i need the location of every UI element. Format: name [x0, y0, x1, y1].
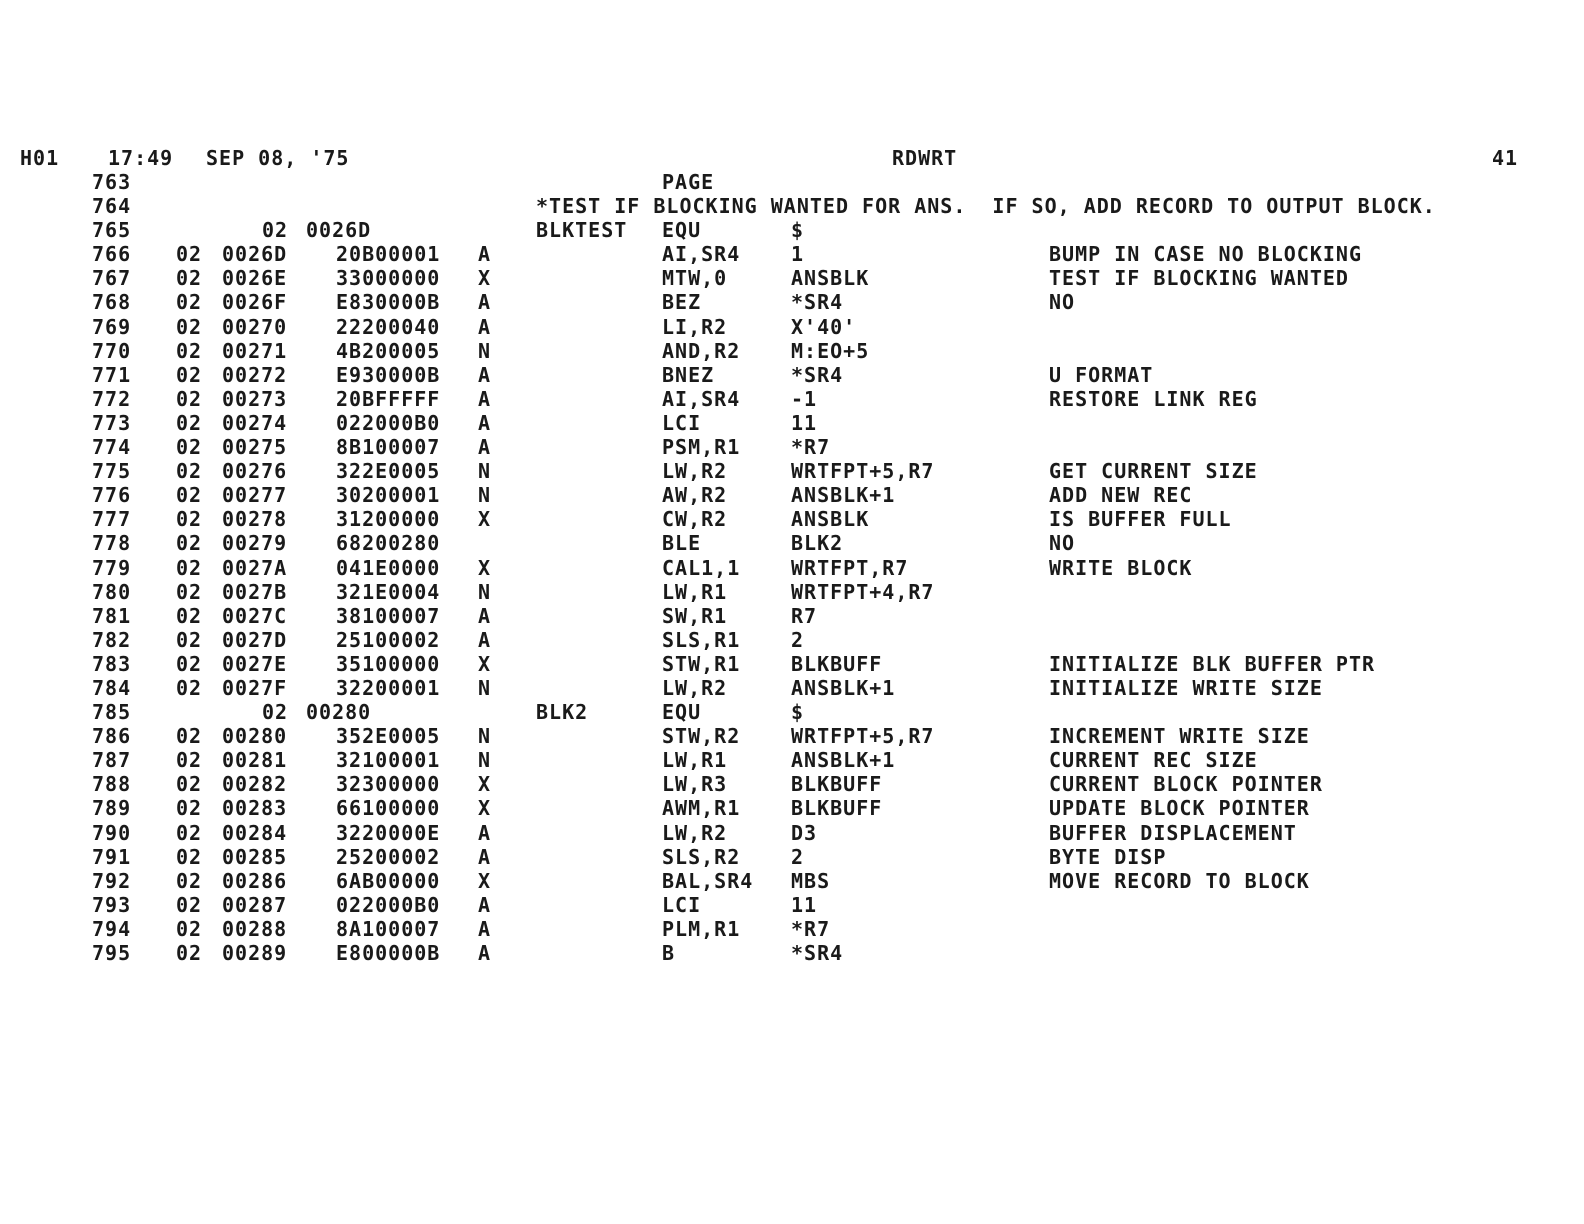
listing-operand: ANSBLK	[791, 507, 870, 532]
listing-relocation-flag: A	[478, 435, 492, 460]
listing-relocation-flag: A	[478, 844, 492, 869]
listing-line	[0, 435, 1584, 459]
listing-line-number: 782	[92, 627, 132, 652]
listing-address: 0026D	[306, 218, 372, 243]
listing-object-code: 32100001	[336, 748, 441, 773]
listing-opcode: PAGE	[662, 170, 715, 194]
listing-address: 00284	[222, 820, 288, 845]
listing-comment: IS BUFFER FULL	[1049, 507, 1232, 532]
listing-section: 02	[176, 290, 203, 315]
listing-operand: 11	[791, 410, 818, 435]
listing-line-number: 794	[92, 916, 132, 941]
listing-line-number: 771	[92, 362, 132, 387]
listing-operand: ANSBLK+1	[791, 748, 896, 773]
listing-line	[0, 339, 1584, 363]
listing-line	[0, 652, 1584, 676]
listing-opcode: LW,R2	[662, 459, 728, 484]
listing-opcode: LW,R1	[662, 748, 728, 773]
listing-opcode: STW,R2	[662, 724, 741, 749]
listing-address: 00276	[222, 459, 288, 484]
listing-opcode: SW,R1	[662, 603, 728, 628]
listing-section: 02	[176, 772, 203, 797]
listing-section: 02	[176, 531, 203, 556]
listing-object-code: E930000B	[336, 362, 441, 387]
listing-section: 02	[262, 700, 289, 725]
listing-comment: CURRENT REC SIZE	[1049, 748, 1258, 773]
listing-line	[0, 628, 1584, 652]
listing-relocation-flag: A	[478, 820, 492, 845]
listing-line-number: 776	[92, 483, 132, 508]
listing-object-code: 25100002	[336, 627, 441, 652]
listing-relocation-flag: N	[478, 675, 492, 700]
listing-object-code: 4B200005	[336, 338, 441, 363]
listing-operand: 2	[791, 844, 805, 869]
listing-line-number: 777	[92, 507, 132, 532]
listing-line	[0, 676, 1584, 700]
listing-line-number: 772	[92, 386, 132, 411]
listing-object-code: 38100007	[336, 603, 441, 628]
listing-opcode: BEZ	[662, 290, 702, 315]
listing-section: 02	[176, 796, 203, 821]
listing-address: 00270	[222, 314, 288, 339]
listing-relocation-flag: X	[478, 266, 492, 291]
listing-comment: GET CURRENT SIZE	[1049, 459, 1258, 484]
listing-object-code: E830000B	[336, 290, 441, 315]
listing-object-code: 68200280	[336, 531, 441, 556]
listing-operand: *SR4	[791, 290, 844, 315]
listing-object-code: 8B100007	[336, 435, 441, 460]
listing-line	[0, 845, 1584, 869]
listing-operand: 11	[791, 892, 818, 917]
listing-section: 02	[176, 410, 203, 435]
listing-section: 02	[262, 218, 289, 243]
listing-line	[0, 724, 1584, 748]
listing-comment: INITIALIZE BLK BUFFER PTR	[1049, 651, 1376, 676]
listing-comment: WRITE BLOCK	[1049, 555, 1193, 580]
listing-line	[0, 556, 1584, 580]
listing-comment: ADD NEW REC	[1049, 483, 1193, 508]
listing-operand: M:EO+5	[791, 338, 870, 363]
listing-address: 0027A	[222, 555, 288, 580]
listing-line-number: 783	[92, 651, 132, 676]
listing-relocation-flag: X	[478, 555, 492, 580]
listing-opcode: STW,R1	[662, 651, 741, 676]
listing-line-number: 770	[92, 338, 132, 363]
listing-object-code: 3220000E	[336, 820, 441, 845]
listing-object-code: 321E0004	[336, 579, 441, 604]
listing-label: BLKTEST	[536, 218, 628, 243]
listing-section: 02	[176, 941, 203, 965]
listing-line	[0, 796, 1584, 820]
listing-line	[0, 242, 1584, 266]
header-date: SEP 08, '75	[206, 146, 350, 170]
listing-section: 02	[176, 651, 203, 676]
listing-line-number: 768	[92, 290, 132, 315]
listing-opcode: AI,SR4	[662, 242, 741, 267]
listing-line	[0, 170, 1584, 194]
listing-section: 02	[176, 844, 203, 869]
listing-operand: WRTFPT+4,R7	[791, 579, 935, 604]
listing-address: 0027C	[222, 603, 288, 628]
listing-operand: BLK2	[791, 531, 844, 556]
listing-object-code: 31200000	[336, 507, 441, 532]
listing-section: 02	[176, 459, 203, 484]
listing-line	[0, 748, 1584, 772]
listing-comment: U FORMAT	[1049, 362, 1154, 387]
listing-line-number: 766	[92, 242, 132, 267]
listing-address: 00283	[222, 796, 288, 821]
listing-relocation-flag: A	[478, 386, 492, 411]
listing-address: 0026E	[222, 266, 288, 291]
listing-relocation-flag: A	[478, 916, 492, 941]
listing-line	[0, 315, 1584, 339]
listing-label: *TEST IF BLOCKING WANTED FOR ANS. IF SO, ADD RECORD TO OUTPUT BLOCK.	[536, 194, 1436, 219]
listing-comment: INITIALIZE WRITE SIZE	[1049, 675, 1323, 700]
listing-line-number: 774	[92, 435, 132, 460]
listing-line-number: 789	[92, 796, 132, 821]
listing-section: 02	[176, 314, 203, 339]
listing-operand: *SR4	[791, 362, 844, 387]
listing-line	[0, 941, 1584, 965]
listing-relocation-flag: N	[478, 724, 492, 749]
listing-line	[0, 700, 1584, 724]
listing-relocation-flag: X	[478, 868, 492, 893]
listing-comment: CURRENT BLOCK POINTER	[1049, 772, 1323, 797]
listing-address: 00286	[222, 868, 288, 893]
listing-opcode: LI,R2	[662, 314, 728, 339]
listing-comment: RESTORE LINK REG	[1049, 386, 1258, 411]
listing-relocation-flag: A	[478, 892, 492, 917]
listing-line-number: 786	[92, 724, 132, 749]
listing-object-code: 35100000	[336, 651, 441, 676]
listing-operand: -1	[791, 386, 818, 411]
listing-section: 02	[176, 748, 203, 773]
listing-line-number: 785	[92, 700, 132, 725]
listing-opcode: CW,R2	[662, 507, 728, 532]
listing-address: 0027F	[222, 675, 288, 700]
listing-opcode: BAL,SR4	[662, 868, 754, 893]
listing-opcode: AWM,R1	[662, 796, 741, 821]
listing-line	[0, 290, 1584, 314]
listing-section: 02	[176, 892, 203, 917]
listing-line	[0, 580, 1584, 604]
listing-line	[0, 772, 1584, 796]
listing-line-number: 788	[92, 772, 132, 797]
listing-line-number: 784	[92, 675, 132, 700]
listing-line	[0, 531, 1584, 555]
listing-object-code: 322E0005	[336, 459, 441, 484]
listing-line	[0, 869, 1584, 893]
listing-opcode: LW,R1	[662, 579, 728, 604]
listing-line	[0, 483, 1584, 507]
listing-line-number: 795	[92, 941, 132, 965]
listing-operand: X'40'	[791, 314, 857, 339]
listing-line-number: 775	[92, 459, 132, 484]
listing-comment: NO	[1049, 531, 1076, 556]
listing-operand: *R7	[791, 916, 831, 941]
listing-object-code: 25200002	[336, 844, 441, 869]
listing-operand: D3	[791, 820, 818, 845]
listing-comment: MOVE RECORD TO BLOCK	[1049, 868, 1310, 893]
listing-line-number: 787	[92, 748, 132, 773]
listing-line-number: 790	[92, 820, 132, 845]
listing-address: 00279	[222, 531, 288, 556]
listing-line-number: 791	[92, 844, 132, 869]
listing-address: 0027D	[222, 627, 288, 652]
listing-section: 02	[176, 266, 203, 291]
listing-section: 02	[176, 386, 203, 411]
listing-operand: WRTFPT+5,R7	[791, 724, 935, 749]
listing-line-number: 793	[92, 892, 132, 917]
listing-relocation-flag: A	[478, 627, 492, 652]
listing-operand: MBS	[791, 868, 831, 893]
listing-operand: *SR4	[791, 941, 844, 965]
listing-address: 00272	[222, 362, 288, 387]
listing-address: 00271	[222, 338, 288, 363]
listing-section: 02	[176, 627, 203, 652]
listing-operand: 2	[791, 627, 805, 652]
listing-section: 02	[176, 579, 203, 604]
listing-object-code: 22200040	[336, 314, 441, 339]
listing-section: 02	[176, 868, 203, 893]
listing-line-number: 780	[92, 579, 132, 604]
listing-comment: NO	[1049, 290, 1076, 315]
listing-section: 02	[176, 724, 203, 749]
listing-opcode: BLE	[662, 531, 702, 556]
listing-comment: BUFFER DISPLACEMENT	[1049, 820, 1297, 845]
listing-object-code: 32300000	[336, 772, 441, 797]
listing-operand: 1	[791, 242, 805, 267]
listing-object-code: E800000B	[336, 941, 441, 965]
listing-relocation-flag: N	[478, 748, 492, 773]
listing-address: 00280	[222, 724, 288, 749]
listing-opcode: BNEZ	[662, 362, 715, 387]
listing-address: 0027B	[222, 579, 288, 604]
listing-relocation-flag: A	[478, 941, 492, 965]
listing-address: 00274	[222, 410, 288, 435]
listing-line-number: 764	[92, 194, 132, 219]
listing-comment: INCREMENT WRITE SIZE	[1049, 724, 1310, 749]
listing-address: 00287	[222, 892, 288, 917]
listing-opcode: LW,R2	[662, 675, 728, 700]
listing-relocation-flag: A	[478, 362, 492, 387]
listing-address: 0026F	[222, 290, 288, 315]
listing-address: 0027E	[222, 651, 288, 676]
listing-line	[0, 363, 1584, 387]
listing-relocation-flag: A	[478, 603, 492, 628]
listing-opcode: LCI	[662, 410, 702, 435]
listing-section: 02	[176, 483, 203, 508]
listing-line-number: 765	[92, 218, 132, 243]
header-id: H01	[20, 146, 60, 170]
listing-opcode: EQU	[662, 700, 702, 725]
listing-operand: BLKBUFF	[791, 651, 883, 676]
listing-comment: BUMP IN CASE NO BLOCKING	[1049, 242, 1362, 267]
listing-operand: ANSBLK+1	[791, 675, 896, 700]
listing-section: 02	[176, 435, 203, 460]
listing-relocation-flag: A	[478, 314, 492, 339]
listing-object-code: 66100000	[336, 796, 441, 821]
listing-opcode: MTW,0	[662, 266, 728, 291]
listing-object-code: 20BFFFFF	[336, 386, 441, 411]
listing-comment: UPDATE BLOCK POINTER	[1049, 796, 1310, 821]
listing-section: 02	[176, 555, 203, 580]
listing-relocation-flag: A	[478, 290, 492, 315]
listing-operand: ANSBLK	[791, 266, 870, 291]
listing-opcode: PSM,R1	[662, 435, 741, 460]
listing-opcode: B	[662, 941, 676, 965]
listing-line	[0, 507, 1584, 531]
listing-opcode: AND,R2	[662, 338, 741, 363]
listing-line-number: 792	[92, 868, 132, 893]
listing-object-code: 022000B0	[336, 410, 441, 435]
listing-object-code: 041E0000	[336, 555, 441, 580]
listing-line	[0, 387, 1584, 411]
listing-line	[0, 917, 1584, 941]
listing-line	[0, 266, 1584, 290]
listing-operand: $	[791, 700, 805, 725]
listing-relocation-flag: N	[478, 459, 492, 484]
listing-comment: TEST IF BLOCKING WANTED	[1049, 266, 1349, 291]
listing-relocation-flag: N	[478, 483, 492, 508]
listing-line	[0, 194, 1584, 218]
assembly-listing	[0, 170, 1584, 965]
listing-opcode: EQU	[662, 218, 702, 243]
listing-operand: BLKBUFF	[791, 796, 883, 821]
listing-address: 00275	[222, 435, 288, 460]
listing-section: 02	[176, 675, 203, 700]
listing-line-number: 763	[92, 170, 132, 194]
listing-line-number: 773	[92, 410, 132, 435]
listing-line	[0, 218, 1584, 242]
listing-line	[0, 604, 1584, 628]
listing-line-number: 769	[92, 314, 132, 339]
listing-line-number: 779	[92, 555, 132, 580]
listing-section: 02	[176, 820, 203, 845]
listing-relocation-flag: N	[478, 338, 492, 363]
listing-address: 0026D	[222, 242, 288, 267]
listing-section: 02	[176, 507, 203, 532]
listing-address: 00288	[222, 916, 288, 941]
listing-comment: BYTE DISP	[1049, 844, 1167, 869]
listing-address: 00280	[306, 700, 372, 725]
listing-operand: *R7	[791, 435, 831, 460]
listing-relocation-flag: A	[478, 242, 492, 267]
listing-line-number: 767	[92, 266, 132, 291]
listing-object-code: 352E0005	[336, 724, 441, 749]
listing-object-code: 30200001	[336, 483, 441, 508]
listing-relocation-flag: A	[478, 410, 492, 435]
listing-address: 00273	[222, 386, 288, 411]
listing-section: 02	[176, 338, 203, 363]
listing-operand: $	[791, 218, 805, 243]
listing-address: 00282	[222, 772, 288, 797]
listing-operand: R7	[791, 603, 818, 628]
listing-section: 02	[176, 242, 203, 267]
listing-address: 00277	[222, 483, 288, 508]
listing-address: 00285	[222, 844, 288, 869]
listing-opcode: AI,SR4	[662, 386, 741, 411]
listing-relocation-flag: N	[478, 579, 492, 604]
listing-section: 02	[176, 603, 203, 628]
listing-relocation-flag: X	[478, 651, 492, 676]
listing-section: 02	[176, 916, 203, 941]
listing-label: BLK2	[536, 700, 589, 725]
listing-address: 00289	[222, 941, 288, 965]
listing-object-code: 32200001	[336, 675, 441, 700]
listing-relocation-flag: X	[478, 772, 492, 797]
listing-line	[0, 893, 1584, 917]
listing-line-number: 781	[92, 603, 132, 628]
listing-relocation-flag: X	[478, 507, 492, 532]
listing-opcode: SLS,R1	[662, 627, 741, 652]
listing-line	[0, 459, 1584, 483]
listing-opcode: CAL1,1	[662, 555, 741, 580]
listing-opcode: AW,R2	[662, 483, 728, 508]
listing-relocation-flag: X	[478, 796, 492, 821]
listing-opcode: PLM,R1	[662, 916, 741, 941]
listing-opcode: LCI	[662, 892, 702, 917]
listing-object-code: 022000B0	[336, 892, 441, 917]
listing-address: 00281	[222, 748, 288, 773]
listing-object-code: 8A100007	[336, 916, 441, 941]
listing-operand: ANSBLK+1	[791, 483, 896, 508]
header-time: 17:49	[108, 146, 174, 170]
header-page-number: 41	[1492, 146, 1519, 170]
listing-address: 00278	[222, 507, 288, 532]
listing-operand: WRTFPT+5,R7	[791, 459, 935, 484]
listing-operand: WRTFPT,R7	[791, 555, 909, 580]
listing-opcode: LW,R2	[662, 820, 728, 845]
listing-opcode: SLS,R2	[662, 844, 741, 869]
listing-line-number: 778	[92, 531, 132, 556]
listing-opcode: LW,R3	[662, 772, 728, 797]
listing-line	[0, 821, 1584, 845]
header-program: RDWRT	[892, 146, 958, 170]
listing-operand: BLKBUFF	[791, 772, 883, 797]
listing-object-code: 6AB00000	[336, 868, 441, 893]
listing-object-code: 20B00001	[336, 242, 441, 267]
listing-section: 02	[176, 362, 203, 387]
listing-line	[0, 411, 1584, 435]
listing-object-code: 33000000	[336, 266, 441, 291]
